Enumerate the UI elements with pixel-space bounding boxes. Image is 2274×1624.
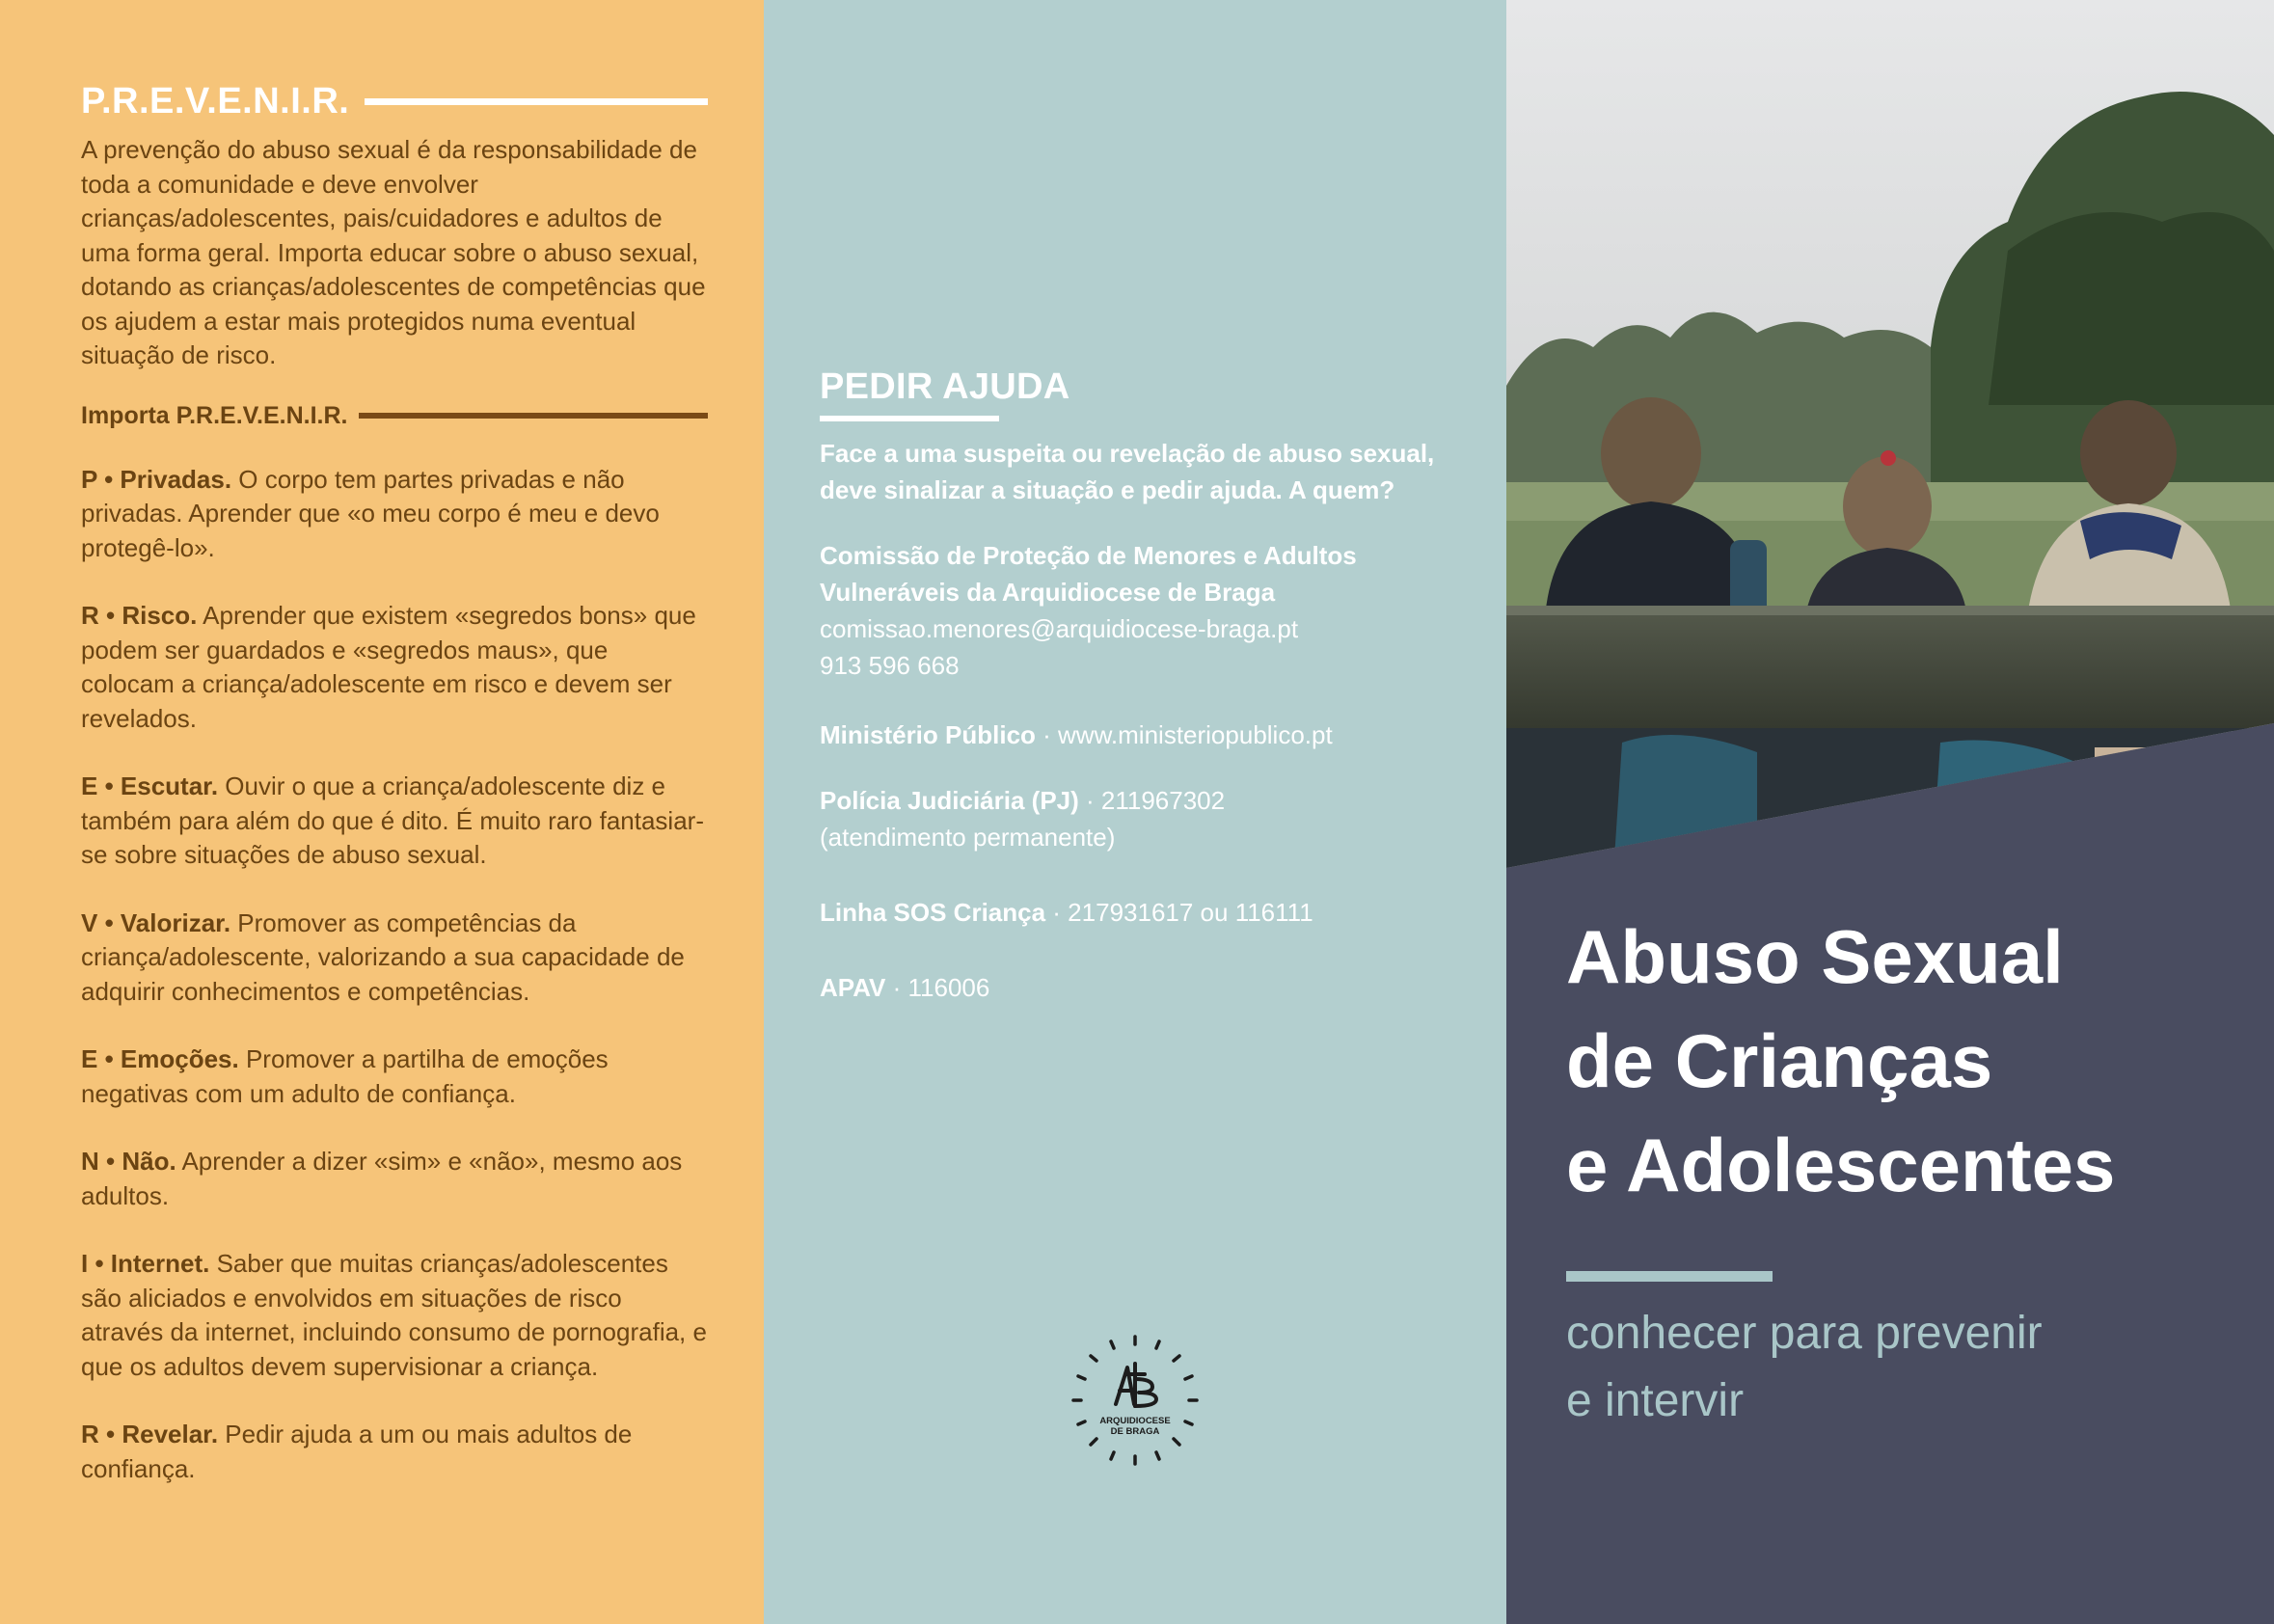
prevenir-item-revelar — [81, 1418, 708, 1486]
item-heading: V • Valorizar. — [81, 907, 231, 937]
prevenir-intro: A prevenção do abuso sexual é da responsabilidade de toda a comunidade e deve envolver crianças/adolescentes, pais/cuidadores e adultos de uma forma geral. Importa educar sobre o abuso sexual, dotando as crianças/adolescentes de competências que os ajudem a estar mais protegidos numa eventual situação de risco. — [81, 135, 706, 369]
cover-divider — [1566, 1271, 1773, 1282]
children-on-bench-photo — [1506, 0, 2274, 887]
item-text: Aprender a dizer «sim» e «não», mesmo aos adultos. — [81, 1147, 683, 1210]
commission-name-line2: Vulneráveis da Arquidiocese de Braga — [820, 578, 1276, 607]
contact-ministerio-publico — [820, 717, 1485, 753]
item-heading: R • Risco. — [81, 601, 198, 630]
item-heading: E • Emoções. — [81, 1044, 239, 1073]
item-text: Promover as competências da criança/adolescente, valorizando a sua capacidade de adquirir conhecimentos e competências. — [81, 907, 685, 1006]
title-underline — [365, 98, 708, 105]
contact-policia-judiciaria — [820, 782, 1485, 855]
arquidiocese-logo — [1066, 1331, 1205, 1470]
prevenir-list — [81, 463, 708, 1487]
item-heading: P • Privadas. — [81, 464, 232, 494]
contact-note: (atendimento permanente) — [820, 823, 1116, 852]
contact-name: Ministério Público — [820, 720, 1036, 749]
cover-panel — [1506, 0, 2274, 1624]
prevenir-item-internet — [81, 1247, 708, 1384]
prevenir-item-escutar — [81, 770, 708, 873]
pedir-ajuda-content — [820, 366, 1485, 1006]
cover-subtitle-line: conhecer para prevenir — [1566, 1308, 2043, 1359]
contact-name: APAV — [820, 973, 886, 1002]
logo-text-line1: ARQUIDIOCESE — [1099, 1416, 1171, 1426]
prevenir-title: P.R.E.V.E.N.I.R. — [81, 80, 350, 122]
pedir-ajuda-lead: Face a uma suspeita ou revelação de abuso sexual, deve sinalizar a situação e pedir ajuda. A quem? — [820, 439, 1435, 504]
prevenir-item-privadas — [81, 463, 708, 566]
commission-name-line1: Comissão de Proteção de Menores e Adultos — [820, 541, 1357, 570]
item-heading: R • Revelar. — [81, 1420, 219, 1448]
cover-subtitle-line: e intervir — [1566, 1375, 1745, 1426]
cover-title-line: e Adolescentes — [1566, 1123, 2116, 1207]
item-text: Aprender que existem «segredos bons» que podem ser guardados e «segredos maus», que colocam a criança/adolescente em risco e devem ser revelados. — [81, 601, 696, 733]
title-underline — [820, 416, 999, 421]
item-text: Ouvir o que a criança/adolescente diz e também para além do que é dito. É muito raro fantasiar-se sobre situações de abuso sexual. — [81, 771, 704, 869]
prevenir-panel — [0, 0, 764, 1624]
item-text: O corpo tem partes privadas e não privadas. Aprender que «o meu corpo é meu e devo protegê-lo». — [81, 464, 660, 562]
item-text: Promover a partilha de emoções negativas com um adulto de confiança. — [81, 1044, 609, 1108]
item-heading: N • Não. — [81, 1147, 176, 1176]
contact-linha-sos-crianca — [820, 894, 1485, 931]
item-text: Saber que muitas crianças/adolescentes são aliciados e envolvidos em situações de risco através da internet, incluindo consumo de pornografia, e que os adultos devem supervisionar a criança. — [81, 1249, 707, 1381]
prevenir-subtitle: Importa P.R.E.V.E.N.I.R. — [81, 401, 348, 429]
prevenir-item-emocoes — [81, 1042, 708, 1111]
prevenir-content — [81, 75, 708, 1486]
logo-icon — [1066, 1331, 1205, 1470]
item-heading: I • Internet. — [81, 1249, 210, 1278]
commission-phone: 913 596 668 — [820, 651, 960, 680]
cover-title — [1566, 905, 2115, 1217]
pedir-ajuda-panel — [764, 0, 1506, 1624]
cover-title-line: Abuso Sexual — [1566, 914, 2064, 999]
pedir-ajuda-title: PEDIR AJUDA — [820, 366, 1070, 407]
contact-commission — [820, 537, 1485, 684]
contact-website-link[interactable]: · www.ministeriopublico.pt — [1035, 720, 1333, 749]
logo-text-line2: DE BRAGA — [1110, 1426, 1160, 1437]
contact-name: Linha SOS Criança — [820, 898, 1046, 927]
contact-phone: · 217931617 ou 116111 — [1045, 898, 1313, 927]
item-text: Pedir ajuda a um ou mais adultos de confiança. — [81, 1420, 633, 1483]
prevenir-subtitle-row — [81, 402, 708, 430]
prevenir-item-risco — [81, 599, 708, 736]
contact-phone: · 211967302 — [1078, 786, 1226, 815]
item-heading: E • Escutar. — [81, 771, 219, 800]
subtitle-divider — [359, 413, 708, 419]
prevenir-title-row — [81, 75, 708, 127]
prevenir-item-valorizar — [81, 907, 708, 1010]
cover-title-line: de Crianças — [1566, 1018, 1993, 1103]
contact-phone: · 116006 — [885, 973, 990, 1002]
cover-subtitle — [1566, 1300, 2043, 1435]
contact-name: Polícia Judiciária (PJ) — [820, 786, 1079, 815]
contact-apav — [820, 969, 1485, 1006]
prevenir-item-nao — [81, 1145, 708, 1213]
commission-email-link[interactable]: comissao.menores@arquidiocese-braga.pt — [820, 614, 1299, 643]
